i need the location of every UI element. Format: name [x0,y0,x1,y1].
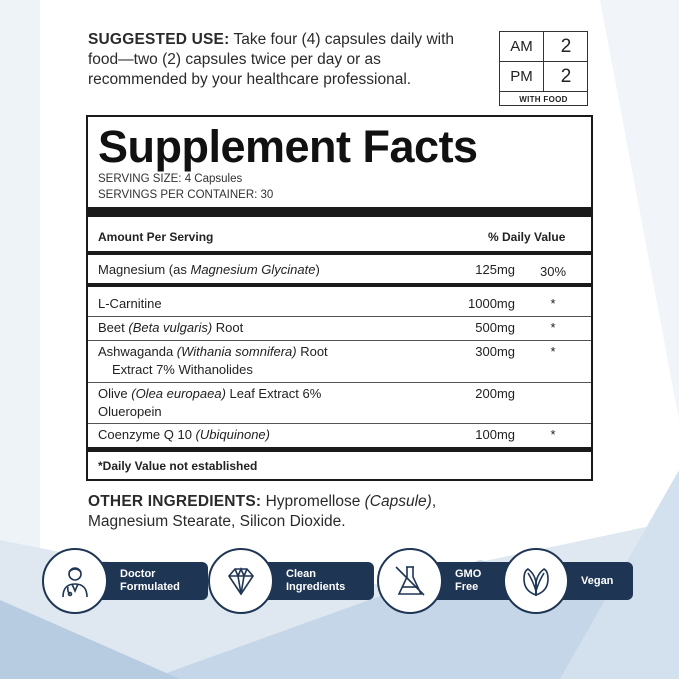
other-ingredients: OTHER INGREDIENTS: Hypromellose (Capsule), Magnesium Stearate, Silicon Dioxide. [88,493,437,530]
row-divider [88,316,591,317]
facts-title: Supplement Facts [98,121,478,172]
dv-l-carnitine: * [550,296,556,311]
dv-magnesium: 30% [539,264,567,279]
pm-value: 2 [560,66,572,87]
medium-divider [88,251,591,255]
with-food-note: WITH FOOD [519,95,568,104]
no-gmo-flask-icon [390,561,430,601]
servings-per-container: SERVINGS PER CONTAINER: 30 [98,189,274,201]
dv-ashwaganda: * [550,344,556,359]
pm-label: PM [500,62,544,91]
badge-circle [377,548,443,614]
badge-text: Clean Ingredients [286,568,346,593]
suggested-use-text: Take four (4) capsules daily with food—two (2) capsules twice per day or as recommended by your healthcare professional. [88,31,455,88]
badge-doctor-formulated [42,548,212,614]
dosing-box [499,31,588,106]
amount-coenzyme-q10: 100mg [475,427,515,442]
ingredient-olive: Olive (Olea europaea) Leaf Extract 6% Olueropein [98,386,322,419]
badge-circle [208,548,274,614]
other-ingredients-label: OTHER INGREDIENTS: [88,493,262,510]
thick-divider [88,207,591,217]
ingredient-beet: Beet (Beta vulgaris) Root [98,320,244,335]
ingredient-ashwaganda: Ashwaganda (Withania somnifera) Root Extract 7% Withanolides [98,344,328,377]
thick-divider-bottom [88,447,591,452]
pm-row [500,62,587,92]
footnote: *Daily Value not established [98,459,258,473]
suggested-use [88,30,478,90]
badge-vegan [503,548,633,614]
leaf-icon [516,561,556,601]
header-amount: Amount Per Serving [98,230,214,244]
amount-beet: 500mg [475,320,515,335]
doctor-icon [55,561,95,601]
dv-coenzyme-q10: * [550,427,556,442]
badge-clean-ingredients [208,548,378,614]
am-row [500,32,587,62]
badge-text: Vegan [581,574,614,587]
row-divider [88,340,591,341]
amount-magnesium: 125mg [475,262,515,277]
row-divider [88,382,591,383]
header-daily-value: % Daily Value [488,230,566,244]
badge-gmo-free [377,548,517,614]
medium-divider-2 [88,283,591,287]
amount-ashwaganda: 300mg [475,344,515,359]
badge-text: Doctor Formulated [120,568,180,593]
suggested-use-label: SUGGESTED USE: [88,31,230,48]
supplement-facts-panel [86,115,593,481]
dv-beet: * [550,320,556,335]
serving-size: SERVING SIZE: 4 Capsules [98,173,243,185]
amount-olive: 200mg [475,386,515,401]
badge-text: GMO Free [455,568,482,593]
ingredient-coenzyme-q10: Coenzyme Q 10 (Ubiquinone) [98,427,270,442]
badge-circle [503,548,569,614]
ingredient-magnesium: Magnesium (as Magnesium Glycinate) [98,262,320,277]
badge-circle [42,548,108,614]
amount-l-carnitine: 1000mg [468,296,515,311]
ingredient-l-carnitine: L-Carnitine [98,296,162,311]
am-label: AM [500,32,544,61]
diamond-icon [221,561,261,601]
am-value: 2 [560,36,572,57]
row-divider [88,423,591,424]
